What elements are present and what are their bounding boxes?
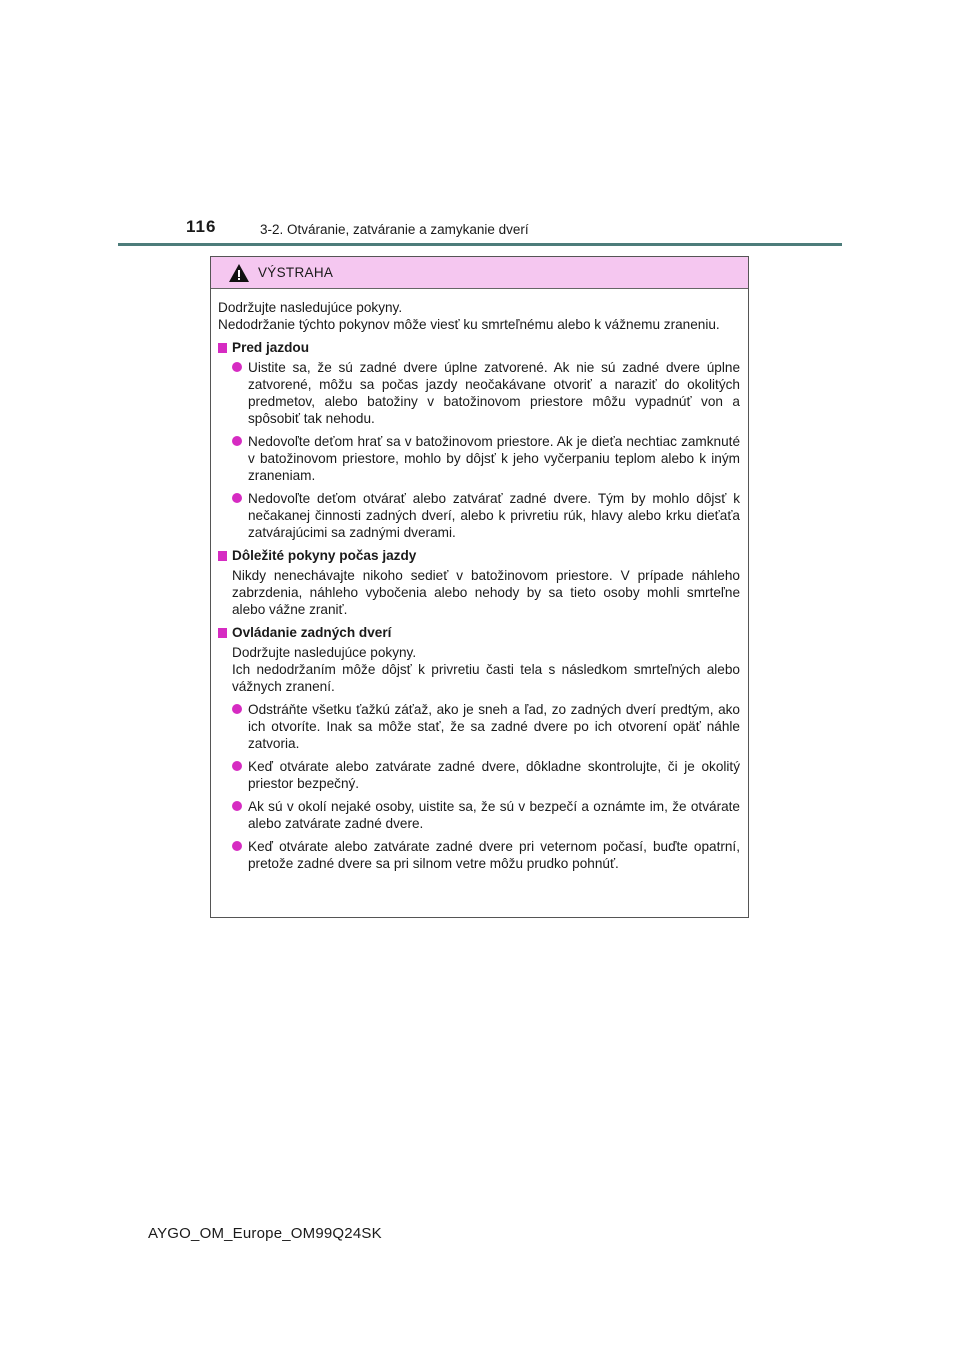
section-text-line: Ich nedodržaním môže dôjsť k privretiu časti tela s následkom smrteľných alebo vážnych zranení. <box>232 662 740 694</box>
list-item <box>232 433 740 484</box>
section-text <box>232 644 740 695</box>
section-text: Nikdy nenechávajte nikoho sedieť v batožinovom priestore. V prípade náhleho zabrzdenia, náhleho vybočenia alebo nehody by sa tieto osoby mohli smrteľne alebo vážne zraniť. <box>232 568 740 617</box>
square-bullet-icon <box>218 628 227 638</box>
list-item <box>232 798 740 832</box>
bullet-text: Nedovoľte deťom otvárať alebo zatvárať zadné dvere. Tým by mohlo dôjsť k nečakanej činnosti zadných dverí, alebo k privretiu rúk, hlavy alebo krku dieťaťa zatvárajúcimi sa zadnými dverami. <box>248 491 740 540</box>
section-heading <box>218 547 740 564</box>
bullet-dot-icon <box>232 761 242 771</box>
list-item <box>232 701 740 752</box>
bullet-text: Ak sú v okolí nejaké osoby, uistite sa, že sú v bezpečí a oznámte im, že otvárate alebo zatvárate zadné dvere. <box>248 799 740 831</box>
section-heading <box>218 339 740 356</box>
warning-body <box>211 289 748 872</box>
section-text-line: Dodržujte nasledujúce pokyny. <box>232 645 417 660</box>
intro-line: Nedodržanie týchto pokynov môže viesť ku smrteľnému alebo k vážnemu zraneniu. <box>218 317 720 332</box>
warning-header <box>211 257 748 289</box>
section-title: 3-2. Otváranie, zatváranie a zamykanie dverí <box>260 222 529 237</box>
section-heading-text: Ovládanie zadných dverí <box>232 625 392 640</box>
header-rule <box>118 243 842 246</box>
warning-triangle-icon <box>228 263 250 283</box>
bullet-dot-icon <box>232 704 242 714</box>
bullet-text: Nedovoľte deťom hrať sa v batožinovom priestore. Ak je dieťa nechtiac zamknuté v batožinovom priestore, mohlo by dôjsť k jeho vyčerpaniu teplom alebo k iným zraneniam. <box>248 434 740 483</box>
section-heading-text: Dôležité pokyny počas jazdy <box>232 548 417 563</box>
footer-code: AYGO_OM_Europe_OM99Q24SK <box>148 1225 382 1242</box>
warning-box <box>210 256 749 918</box>
square-bullet-icon <box>218 343 227 353</box>
bullet-dot-icon <box>232 801 242 811</box>
bullet-text: Uistite sa, že sú zadné dvere úplne zatvorené. Ak nie sú zadné dvere úplne zatvorené, môžu sa počas jazdy neočakávane otvoriť a naraziť do okolitých predmetov, alebo batožiny v batožinovom priestore môžu vypadnúť von a spôsobiť tak nehodu. <box>248 360 740 426</box>
list-item <box>232 758 740 792</box>
section-heading <box>218 624 740 641</box>
bullet-dot-icon <box>232 362 242 372</box>
section-heading-text: Pred jazdou <box>232 340 310 355</box>
bullet-dot-icon <box>232 841 242 851</box>
intro-line: Dodržujte nasledujúce pokyny. <box>218 300 403 315</box>
warning-title: VÝSTRAHA <box>258 265 334 280</box>
bullet-text: Keď otvárate alebo zatvárate zadné dvere pri veternom počasí, buďte opatrní, pretože zadné dvere sa pri silnom vetre môžu prudko pohnúť. <box>248 839 740 871</box>
list-item <box>232 359 740 427</box>
page-number: 116 <box>186 217 217 236</box>
list-item <box>232 490 740 541</box>
square-bullet-icon <box>218 551 227 561</box>
list-item <box>232 838 740 872</box>
bullet-text: Keď otvárate alebo zatvárate zadné dvere, dôkladne skontrolujte, či je okolitý priestor bezpečný. <box>248 759 740 791</box>
warning-intro <box>218 299 740 333</box>
bullet-dot-icon <box>232 436 242 446</box>
bullet-dot-icon <box>232 493 242 503</box>
bullet-text: Odstráňte všetku ťažkú záťaž, ako je sneh a ľad, zo zadných dverí predtým, ako ich otvoríte. Inak sa môže stať, že sa zadné dvere po ich otvorení opäť náhle zatvoria. <box>248 702 740 751</box>
